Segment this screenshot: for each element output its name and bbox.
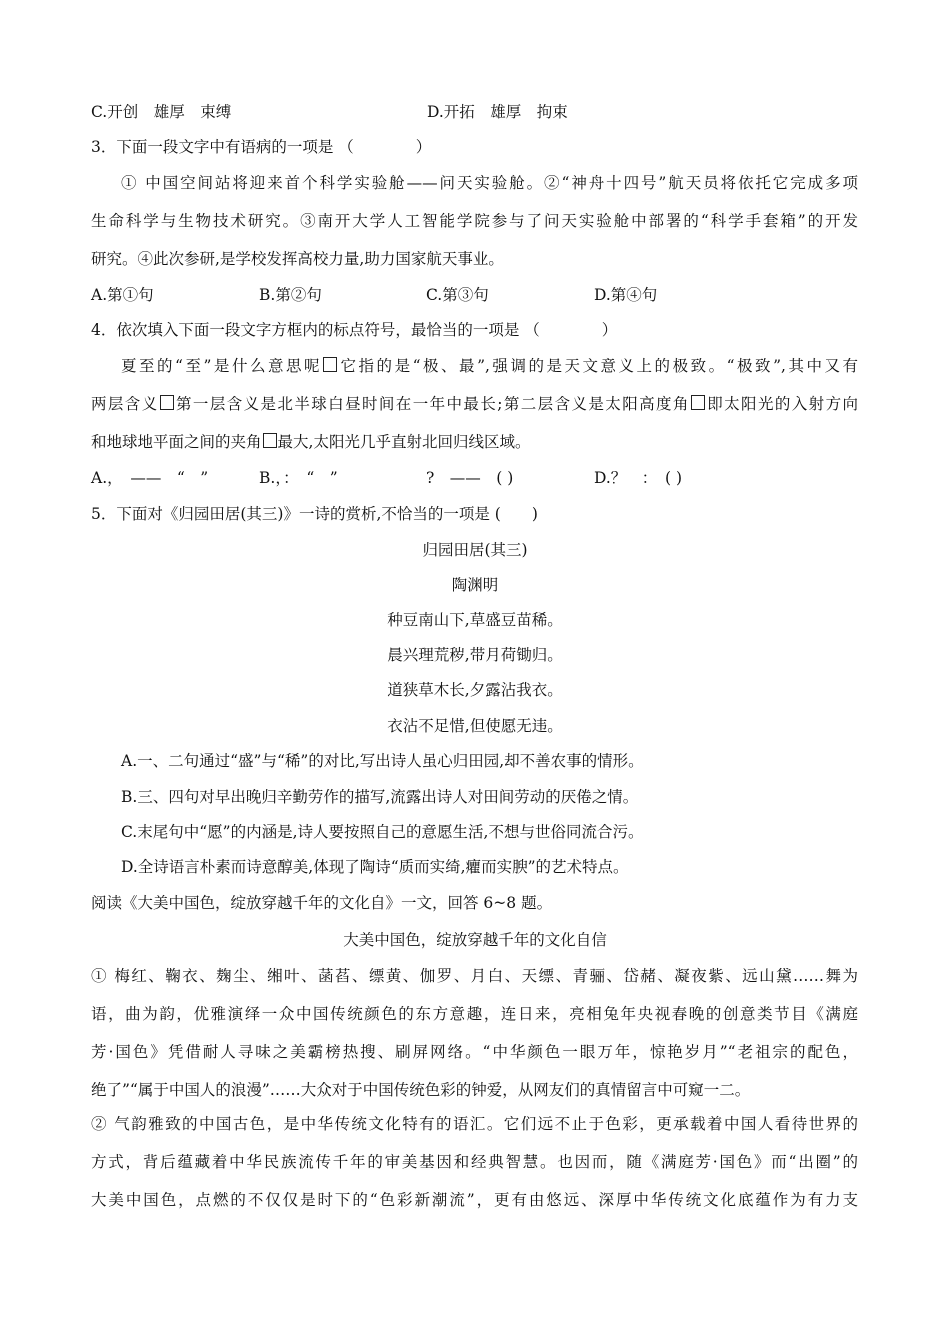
article-line: 芳·国色》凭借耐人寻味之美霸榜热搜、刷屏网络。“中华颜色一眼万年，惊艳岁月”“老祖宗的配色， (91, 1043, 858, 1061)
q4-passage-line-3: 和地球地平面之间的夹角 最大,太阳光几乎直射北回归线区域。 (91, 433, 531, 451)
q3-option-b: B.第②句 (259, 286, 322, 304)
q5-stem: 5．下面对《归园田居(其三)》一诗的赏析,不恰当的一项是 ( ) (91, 505, 538, 523)
q3-stem: 3．下面一段文字中有语病的一项是 （ ） (91, 138, 432, 156)
q4-option-a: A.， —— “ ” (91, 469, 209, 487)
article-line: 绝了”“属于中国人的浪漫”……大众对于中国传统色彩的钟爱，从网友们的真情留言中可窥一二。 (91, 1081, 751, 1099)
q4-passage-line-2: 两层含义 第一层含义是北半球白昼时间在一年中最长;第二层含义是太阳高度角 即太阳光的入射方向 (91, 395, 858, 413)
q3-option-d: D.第④句 (594, 286, 658, 304)
q4-passage-line-1: 夏至的“至”是什么意思呢 它指的是“极、最”,强调的是天文意义上的极致。“极致”,其中又有 (121, 357, 858, 375)
poem-author: 陶渊明 (451, 576, 499, 594)
q3-option-a: A.第①句 (91, 286, 154, 304)
q4-option-d: D.？ ： ( ) (594, 469, 683, 487)
poem-line: 道狭草木长,夕露沾我衣。 (387, 681, 563, 699)
blank-box (323, 357, 337, 372)
reading-intro: 阅读《大美中国色，绽放穿越千年的文化自》一文，回答 6~8 题。 (91, 894, 553, 912)
q5-option-d: D.全诗语言朴素而诗意醇美,体现了陶诗“质而实绮,癯而实腴”的艺术特点。 (121, 858, 629, 876)
blank-box (160, 395, 174, 410)
blank-box (263, 433, 277, 448)
article-line: ② 气韵雅致的中国古色，是中华传统文化特有的语汇。它们远不止于色彩，更承载着中国人看待世界的 (91, 1115, 858, 1133)
poem-line: 晨兴理荒秽,带月荷锄归。 (387, 646, 563, 664)
q5-option-c: C.末尾句中“愿”的内涵是,诗人要按照自己的意愿生活,不想与世俗同流合污。 (121, 823, 644, 841)
article-line: 方式，背后蕴藏着中华民族流传千年的审美基因和经典智慧。也因而，随《满庭芳·国色》而“出圈”的 (91, 1153, 858, 1171)
q4-option-b: B.，： “ ” (259, 469, 338, 487)
poem-line: 衣沾不足惜,但使愿无违。 (387, 717, 563, 735)
q2-option-c: C.开创 雄厚 束缚 (91, 103, 232, 121)
q3-passage-line-1: ① 中国空间站将迎来首个科学实验舱——问天实验舱。②“神舟十四号”航天员将依托它完成多项 (121, 174, 858, 192)
q5-option-b: B.三、四句对早出晚归辛勤劳作的描写,流露出诗人对田间劳动的厌倦之情。 (121, 788, 639, 806)
article-line: 大美中国色，点燃的不仅仅是时下的“色彩新潮流”，更有由悠远、深厚中华传统文化底蕴作为有力支 (91, 1191, 858, 1209)
q3-passage-line-3: 研究。④此次参研,是学校发挥高校力量,助力国家航天事业。 (91, 250, 504, 268)
q3-passage-line-2: 生命科学与生物技术研究。③南开大学人工智能学院参与了问天实验舱中部署的“科学手套箱”的开发 (91, 212, 858, 230)
poem-line: 种豆南山下,草盛豆苗稀。 (387, 611, 563, 629)
q2-option-d: D.开拓 雄厚 拘束 (427, 103, 568, 121)
q5-option-a: A.一、二句通过“盛”与“稀”的对比,写出诗人虽心归田园,却不善农事的情形。 (121, 752, 644, 770)
q4-option-c: ? —— ( ) (426, 469, 514, 487)
blank-box (691, 395, 705, 410)
q3-option-c: C.第③句 (426, 286, 489, 304)
article-line: 语，曲为韵，优雅演绎一众中国传统颜色的东方意趣，连日来，亮相兔年央视春晚的创意类节目《满庭 (91, 1005, 858, 1023)
poem-title: 归园田居(其三) (422, 541, 528, 559)
article-line: ① 梅红、鞠衣、麹尘、缃叶、菡萏、缥黄、伽罗、月白、天缥、青骊、岱赭、凝夜紫、远山黛……舞为 (91, 967, 858, 985)
q4-stem: 4．依次填入下面一段文字方框内的标点符号，最恰当的一项是 （ ） (91, 321, 618, 339)
article-title: 大美中国色，绽放穿越千年的文化自信 (343, 931, 607, 949)
